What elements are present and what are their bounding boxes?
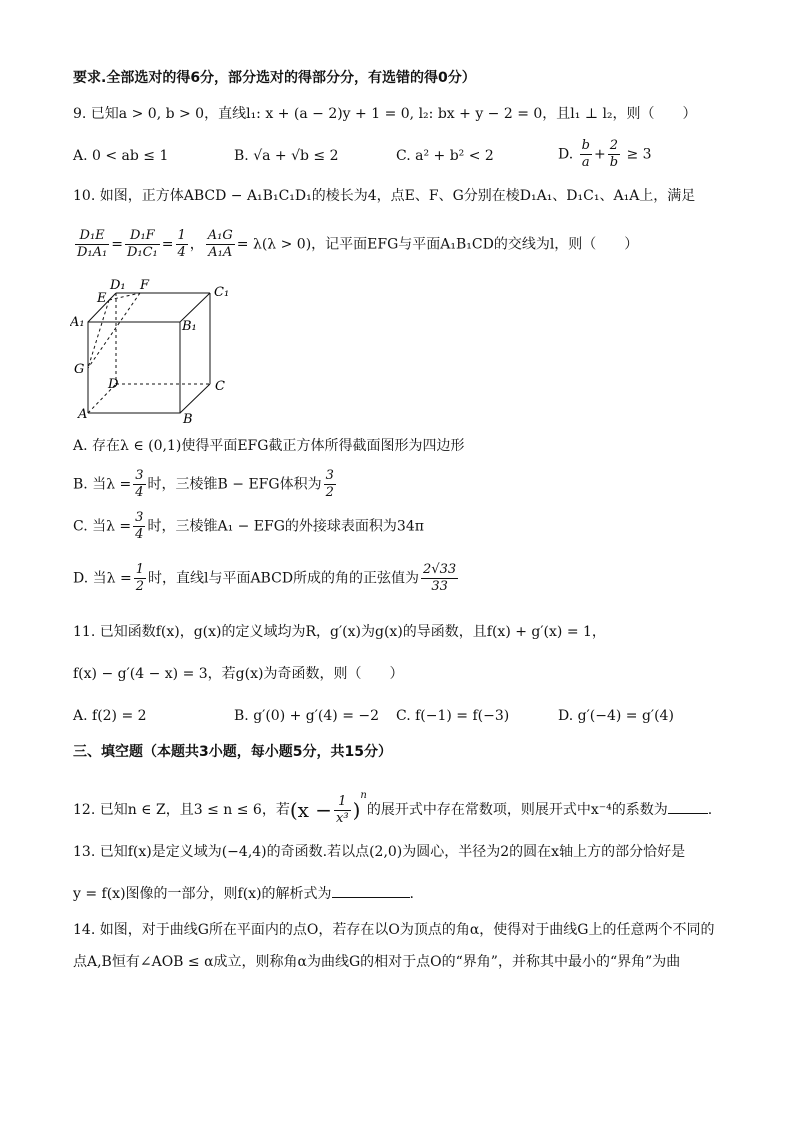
q12-post: 的展开式中存在常数项，则展开式中x⁻⁴的系数为	[366, 802, 668, 818]
q9-d-frac2-num: 2	[608, 138, 620, 155]
q14-line1: 14. 如图，对于曲线G所在平面内的点O，若存在以O为顶点的角α，使得对于曲线G上的任意两个不同的	[73, 922, 715, 938]
q11-option-c: C. f(−1) = f(−3)	[396, 708, 510, 724]
segment-eg	[88, 300, 109, 368]
segment-fg	[88, 293, 140, 368]
q10-stem-line2	[73, 228, 638, 261]
q10-stem2-tail: = λ(λ > 0)，记平面EFG与平面A₁B₁CD的交线为l，则（ ）	[236, 236, 639, 253]
q10-c-mid: 时，三棱锥A₁ − EFG的外接球表面积为34π	[147, 518, 424, 535]
q11-stem-line1: 11. 已知函数f(x)，g(x)的定义域均为R，g′(x)为g(x)的导函数，且f(x) + g′(x) = 1，	[73, 624, 606, 640]
q10-b-mid: 时，三棱锥B − EFG体积为	[147, 476, 322, 493]
label-f: F	[140, 278, 150, 293]
q9-option-d	[558, 138, 652, 171]
q9-d-tail: ≥ 3	[626, 146, 652, 163]
q10-comma: ，	[189, 236, 204, 253]
q10-d-rnum: 2√33	[423, 562, 457, 577]
q9-d-prefix: D.	[558, 146, 574, 163]
q10-option-b	[73, 468, 338, 501]
label-a1: A₁	[70, 315, 85, 330]
q10-b-rden: 2	[325, 485, 334, 500]
label-c1: C₁	[214, 285, 230, 300]
q10-frac-a1g	[206, 228, 235, 261]
q9-option-a: A. 0 < ab ≤ 1	[73, 148, 169, 164]
q12-exponent: n	[360, 790, 367, 801]
q10-d-num: 1	[135, 562, 144, 577]
q12-frac-num: 1	[334, 794, 351, 811]
q11-option-a: A. f(2) = 2	[73, 708, 147, 724]
cube-edge-b1c1	[180, 293, 210, 322]
q9-option-b: B. √a + √b ≤ 2	[234, 148, 339, 164]
q11-stem-line2: f(x) − g′(4 − x) = 3，若g(x)为奇函数，则（ ）	[73, 666, 404, 682]
label-b: B	[183, 412, 193, 427]
q10-c-frac	[133, 510, 145, 543]
q10-d-mid: 时，直线l与平面ABCD所成的角的正弦值为	[147, 570, 420, 587]
q13-line2	[73, 884, 414, 904]
q10-c-num: 3	[135, 510, 144, 525]
q12-answer-blank[interactable]	[668, 801, 708, 814]
q10-b-num: 3	[135, 468, 144, 483]
q14-line2: 点A,B恒有∠AOB ≤ α成立，则称角α为曲线G的相对于点O的“界角”，并称其中最小的“界角”为曲	[73, 954, 681, 970]
q10-eq2: =	[161, 236, 174, 253]
label-d: D	[108, 377, 119, 392]
q10-c-den: 4	[135, 527, 144, 542]
q10-c-pre: C. 当λ =	[73, 518, 132, 535]
label-b1: B₁	[182, 319, 197, 334]
q10-b-rnum: 3	[325, 468, 334, 483]
q10-f1-num: D₁E	[75, 228, 109, 245]
label-g: G	[74, 362, 85, 377]
q11-option-d: D. g′(−4) = g′(4)	[558, 708, 674, 724]
q10-option-c	[73, 510, 424, 543]
q10-b-frac	[133, 468, 145, 501]
section-requirement: 要求.全部选对的得6分，部分选对的得部分分，有选错的得0分）	[73, 70, 476, 86]
q12-paren-open: (x −	[289, 798, 333, 822]
q10-f2-den: D₁C₁	[126, 245, 158, 260]
q9-d-plus: +	[593, 146, 606, 163]
q10-f4-num: A₁G	[207, 228, 233, 243]
q10-d-frac	[134, 562, 146, 595]
q11-option-b: B. g′(0) + g′(4) = −2	[234, 708, 380, 724]
q12-paren-close: )	[352, 798, 361, 822]
q10-f4-den: A₁A	[208, 245, 233, 260]
label-c: C	[215, 379, 225, 394]
q13-line1: 13. 已知f(x)是定义域为(−4,4)的奇函数.若以点(2,0)为圆心，半径为2的圆在x轴上方的部分恰好是	[73, 844, 686, 860]
q12-frac-den: x³	[336, 810, 349, 826]
q10-d-rden: 33	[431, 579, 448, 594]
q12-end: .	[707, 802, 713, 818]
q10-eq1: =	[111, 236, 123, 253]
q13-answer-blank[interactable]	[332, 885, 410, 898]
q9-d-frac2-den: b	[609, 155, 619, 170]
q10-b-den: 4	[135, 485, 144, 500]
q13-line2-text: y = f(x)图像的一部分，则f(x)的解析式为	[73, 886, 332, 902]
q10-frac-d1e	[75, 228, 109, 261]
q12-pre: 12. 已知n ∈ Z，且3 ≤ n ≤ 6，若	[73, 802, 290, 818]
label-a: A	[78, 407, 88, 422]
q9-stem: 9. 已知a > 0, b > 0，直线l₁: x + (a − 2)y + 1 = 0, l₂: bx + y − 2 = 0，且l₁ ⊥ l₂，则（ ）	[73, 106, 697, 122]
q9-d-frac1-den: a	[581, 155, 590, 170]
q10-f2-num: D₁F	[125, 228, 160, 245]
label-e: E	[97, 291, 107, 306]
q10-b-pre: B. 当λ =	[73, 476, 132, 493]
q10-option-a: A. 存在λ ∈ (0,1)使得平面EFG截正方体所得截面图形为四边形	[73, 438, 465, 454]
q10-frac-quarter	[176, 228, 188, 261]
q10-b-rfrac	[324, 468, 336, 501]
q10-f3-den: 4	[177, 245, 186, 260]
q10-d-rfrac	[421, 562, 458, 595]
label-d1: D₁	[110, 278, 126, 293]
q9-option-c: C. a² + b² < 2	[396, 148, 494, 164]
q10-f3-num: 1	[177, 228, 186, 243]
q12-line	[73, 786, 712, 827]
section3-heading: 三、填空题（本题共3小题，每小题5分，共15分）	[73, 744, 392, 760]
q9-d-frac2	[608, 138, 620, 171]
q10-d-den: 2	[135, 579, 144, 594]
cube-figure	[70, 278, 240, 428]
q13-end: .	[409, 886, 414, 902]
cube-edge-bc	[180, 384, 210, 413]
q10-f1-den: D₁A₁	[77, 245, 108, 260]
q12-frac	[334, 794, 351, 827]
q9-d-frac1-num: b	[581, 138, 590, 153]
q9-d-frac1	[580, 138, 592, 171]
q10-d-pre: D. 当λ =	[73, 570, 132, 587]
q10-frac-d1f	[125, 228, 160, 261]
q10-stem-line1: 10. 如图，正方体ABCD − A₁B₁C₁D₁的棱长为4，点E、F、G分别在棱D₁A₁、D₁C₁、A₁A上，满足	[73, 188, 696, 204]
q10-option-d	[73, 562, 460, 595]
